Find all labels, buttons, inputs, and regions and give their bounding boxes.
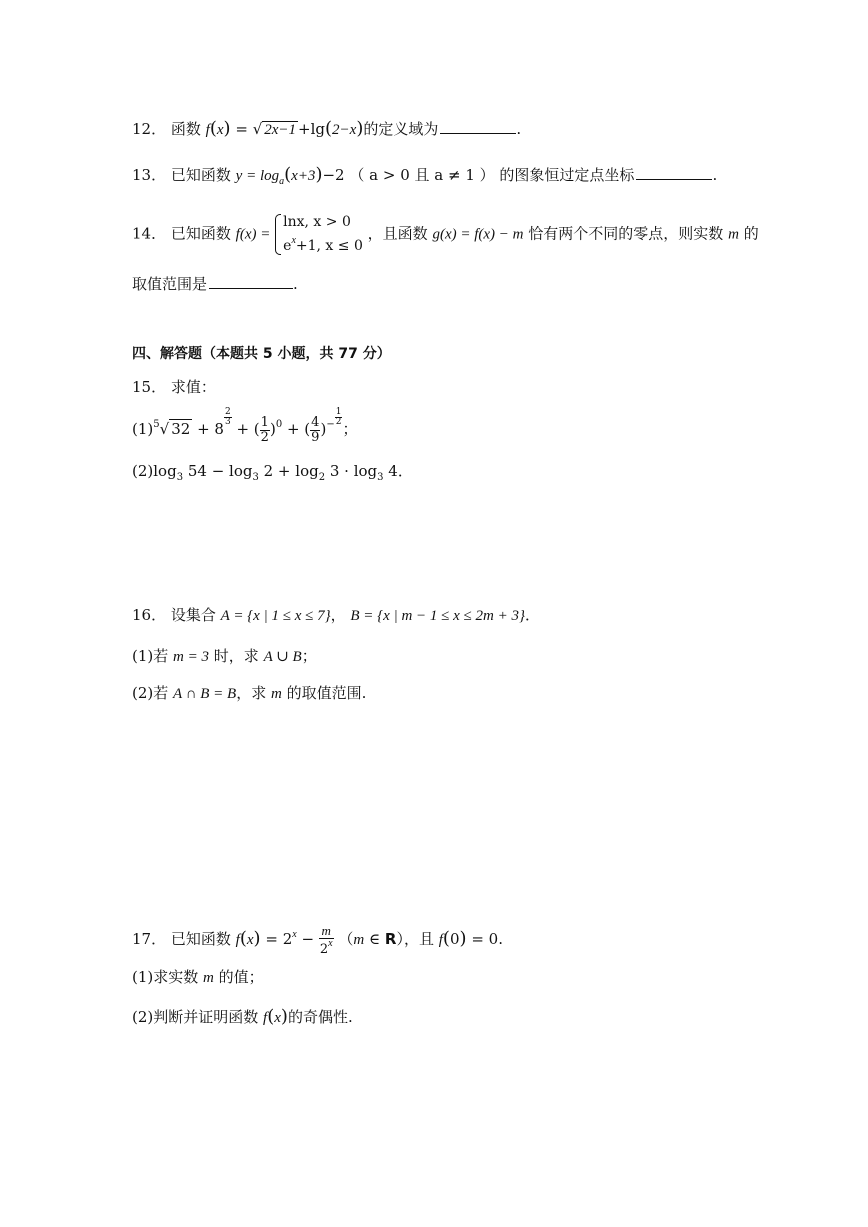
radicand: 32 <box>171 420 191 438</box>
question-number: 16． <box>132 606 167 624</box>
question-14-line-2: 取值范围是 . <box>132 275 298 293</box>
exponent-fraction: $\frac{2}{3}$ <box>224 407 231 427</box>
question-13: 13． 已知函数 $y = \log_a(x+3)-2$ （ a > 0 且 a ≠ 1 ） 的图象恒过定点坐标 . <box>132 164 718 187</box>
part-label: (2) <box>132 462 154 480</box>
piecewise-function <box>275 212 363 257</box>
question-16: 16． 设集合 A = {x | 1 ≤ x ≤ 7}， B = {x | m − 1 ≤ x ≤ 2m + 3}． <box>132 606 541 624</box>
math-eq: = <box>235 120 248 138</box>
answer-blank <box>440 118 516 134</box>
math-lg-arg: 2−x <box>332 122 357 138</box>
question-number: 13． <box>132 166 167 184</box>
exponent-fraction: $\frac{1}{2}$ <box>335 407 342 427</box>
question-17-part-1: (1)求实数 m 的值； <box>132 968 264 986</box>
question-15 <box>132 378 216 396</box>
question-tail: 的定义域为 <box>363 120 439 138</box>
question-tail: 恰有两个不同的零点，则实数 <box>528 224 724 243</box>
math-log: y = log <box>235 168 280 184</box>
question-number: 14． <box>132 224 167 243</box>
question-text: 已知函数 <box>170 930 231 949</box>
part-label: (1) <box>132 420 154 438</box>
question-17-part-2: (2)判断并证明函数 f(x)的奇偶性. <box>132 1006 353 1027</box>
question-15-part-1: $(1)^5√$ 32 + 8 $\frac{2}{3}$ + ( $\frac{1}{2}$ )$^0$ + ( $\frac{4}{9}$ )− $\frac{1}{2}$ ； <box>132 407 358 445</box>
piece-case-2: $e^x+1$, x ≤ 0 <box>283 235 363 254</box>
part-label: (1) <box>132 968 154 986</box>
question-12: 12． 函数 f(x) = √ 2x−1 +lg(2−x)的定义域为 . <box>132 118 522 139</box>
fraction-m-over-2x: $\frac{m}{2^x}$ <box>319 923 333 957</box>
math-f: f <box>205 122 210 138</box>
part-label: (2) <box>132 1008 154 1026</box>
section-heading: 四、解答题（本题共 5 小题，共 77 分） <box>132 346 391 362</box>
math-minus: −2 <box>322 166 345 184</box>
question-15-part-2: $(2)\log_3$ $54 - \log_3 2 + \log_2 3 \cdot \log_3 4$． <box>132 462 413 483</box>
math-fx: f(x) = <box>235 226 271 243</box>
math-log-base: a <box>279 176 285 187</box>
part-label: (2) <box>132 684 154 702</box>
question-text: 取值范围是 <box>132 275 208 293</box>
question-text: 设集合 <box>170 606 216 624</box>
question-text-mid: ，且函数 <box>367 224 428 243</box>
question-text: 已知函数 <box>170 166 231 184</box>
answer-blank <box>209 273 293 289</box>
part-label: (1) <box>132 647 154 665</box>
question-text: 函数 <box>170 120 201 138</box>
question-tail: 的图象恒过定点坐标 <box>499 166 635 184</box>
question-16-part-2: (2)若 A ∩ B = B，求 m 的取值范围. <box>132 684 367 702</box>
root-index: 5 <box>153 419 160 430</box>
fraction-four-ninths: $\frac{4}{9}$ <box>311 414 320 445</box>
fraction-one-half: $\frac{1}{2}$ <box>260 414 269 445</box>
question-number: 12． <box>132 120 167 138</box>
math-plus-lg: +lg <box>298 120 326 138</box>
math-gx: g(x) = f(x) − m <box>432 226 524 243</box>
question-number: 15． <box>132 378 167 396</box>
math-m: m <box>728 226 739 243</box>
question-text: 求值： <box>170 378 216 396</box>
math-condition: （ a > 0 且 a ≠ 1 ） <box>349 166 495 184</box>
math-radicand: 2x−1 <box>264 122 297 138</box>
set-a: A = {x | 1 ≤ x ≤ 7} <box>220 608 331 624</box>
question-number: 17． <box>132 930 167 949</box>
piece-case-1: lnx, x > 0 <box>283 214 351 230</box>
question-14: 14． 已知函数 f(x) = lnx, x > 0 $e^x+1$, x ≤ 0 ，且函数 g(x) = f(x) − m 恰有两个不同的零点，则实数 m 的 <box>132 212 759 257</box>
math-log-arg: x+3 <box>291 168 316 184</box>
math-x: x <box>216 122 224 138</box>
question-text: 已知函数 <box>170 224 231 243</box>
answer-blank <box>636 164 712 180</box>
question-17: 17． 已知函数 $f(x) = 2^x$ − $\frac{m}{2^x}$ （m ∈ R），且 f(0) = 0. <box>132 923 503 957</box>
set-b: B = {x | m − 1 ≤ x ≤ 2m + 3} <box>350 608 525 624</box>
question-16-part-1: (1)若 m = 3 时，求 A ∪ B； <box>132 647 317 665</box>
